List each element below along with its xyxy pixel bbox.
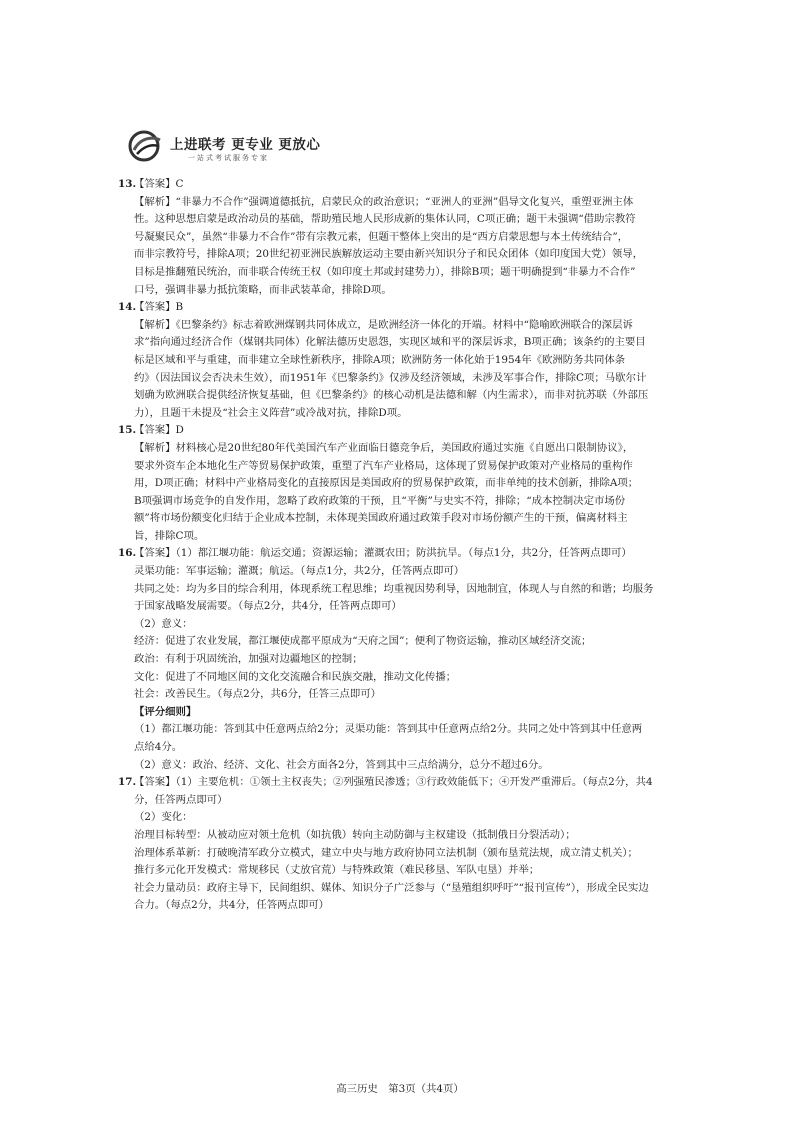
header: [128, 130, 428, 170]
scoring-rule-line: 点给4分。: [134, 741, 183, 753]
answer-line: 【答案】（1）都江堰功能：航运交通；资源运输；灌溉农田；防洪抗旱。（每点1分，共2分，任答两点即可）: [134, 547, 632, 560]
analysis-line: 标是区域和平与重建，而非建立全球性新秩序，排除A项；欧洲防务一体化始于1954年《欧洲防务共同体条: [134, 353, 626, 366]
answer-line: 社会：改善民生。（每点2分，共6分，任答三点即可）: [134, 688, 382, 701]
analysis-line: 力），且题干未提及“社会主义阵营”或冷战对抗，排除D项。: [134, 406, 408, 419]
answer-line: （2）变化：: [134, 811, 193, 824]
answer-line: 经济：促进了农业发展，都江堰使成都平原成为“天府之国”；便利了物资运输，推动区域经济交流；: [134, 635, 592, 648]
answer-line: 于国家战略发展需要。（每点2分，共4分，任答两点即可）: [134, 600, 402, 613]
analysis-line: 要求外资车企本地化生产等贸易保护政策，重塑了汽车产业格局，这体现了贸易保护政策对产业格局的重构作: [134, 459, 633, 472]
page-footer: 高三历史 第3页（共4页）: [336, 1083, 464, 1095]
analysis-line: 号凝聚民众”，虽然“非暴力不合作”带有宗教元素，但题干整体上突出的是“西方启蒙思想与本土传统结合”，: [134, 230, 629, 243]
analysis-line: B项强调市场竞争的自发作用，忽略了政府政策的干预，且“平衡”与史实不符，排除；“成本控制决定市场份: [134, 494, 626, 507]
analysis-line: 【解析】“非暴力不合作”强调道德抵抗，启蒙民众的政治意识；“亚洲人的亚洲”倡导文化复兴，重塑亚洲主体: [134, 195, 634, 208]
answer-line: 分，任答两点即可）: [134, 793, 228, 806]
question-14: [118, 299, 683, 422]
brand-logo-icon: [128, 130, 164, 162]
analysis-line: 用，D项正确；材料中产业格局变化的直接原因是美国政府的贸易保护政策，而非单纯的技术创新，排除A项；: [134, 477, 639, 490]
answer-line: 治理体系革新：打破晚清军政分立模式，建立中央与地方政府协同立法机制（颁布垦荒法规，成立清丈机关）；: [134, 846, 638, 859]
brand-slogan: 一站式考试服务专家: [188, 154, 269, 162]
question-15: [118, 422, 683, 545]
analysis-line: 【解析】材料核心是20世纪80年代美国汽车产业面临日德竞争后，美国政府通过实施《自愿出口限制协议》，: [134, 441, 634, 454]
answer-line: 【答案】（1）主要危机：①领土主权丧失；②列强殖民渗透；③行政效能低下；④开发严重滞后。（每点2分，共4: [134, 776, 653, 789]
analysis-line: 目标是推翻殖民统治，而非联合传统王权（如印度土邦或封建势力），排除B项；题干明确提到“非暴力不合作”: [134, 265, 636, 278]
answer-line: 灵渠功能：军事运输；灌溉；航运。（每点1分，共2分，任答两点即可）: [134, 565, 465, 578]
scoring-rule-line: （1）都江堰功能：答到其中任意两点给2分；灵渠功能：答到其中任意两点给2分。共同之处中答到其中任意两: [134, 723, 643, 736]
answer-line: 【答案】D: [134, 424, 184, 437]
answer-line: （2）意义：: [134, 617, 193, 630]
scoring-rule-line: （2）意义：政治、经济、文化、社会方面各2分，答到其中三点给满分，总分不超过6分。: [134, 758, 549, 771]
analysis-line: 划确为欧洲联合提供经济恢复基础，但《巴黎条约》的核心动机是法德和解（内生需求），而非对抗苏联（外部压: [134, 389, 649, 402]
answer-line: 合力。（每点2分，共4分，任答两点即可）: [134, 899, 330, 912]
answer-line: 治理目标转型：从被动应对领土危机（如抗俄）转向主动防御与主权建设（抵制俄日分裂活动）；: [134, 828, 576, 841]
answer-line: 共同之处：均为多目的综合利用，体现系统工程思维；均重视因势利导，因地制宜，体现人与自然的和谐；均服务: [134, 582, 654, 595]
answer-line: 【答案】C: [134, 178, 184, 190]
question-number: 14.: [118, 301, 137, 314]
analysis-line: 性。这种思想启蒙是政治动员的基础，帮助殖民地人民形成新的集体认同，C项正确；题干未强调“借助宗教符: [134, 213, 636, 226]
analysis-line: 【解析】《巴黎条约》标志着欧洲煤钢共同体成立，是欧洲经济一体化的开端。材料中“隐喻欧洲联合的深层诉: [134, 318, 633, 331]
answer-list: [118, 176, 683, 915]
question-16: [118, 545, 683, 774]
answer-line: 文化：促进了不同地区间的文化交流融合和民族交融，推动文化传播；: [134, 670, 457, 683]
answer-line: 推行多元化开发模式：常规移民（丈放官荒）与特殊政策（难民移垦、军队屯垦）并举；: [134, 864, 540, 877]
analysis-line: 额”将市场份额变化归结于企业成本控制，未体现美国政府通过政策手段对市场份额产生的干预，偏离材料主: [134, 512, 628, 525]
analysis-line: 求”指向通过经济合作（煤钢共同体）化解法德历史恩怨，实现区域和平的深层诉求，B项正确；该条约的主要目: [134, 336, 646, 349]
answer-line: 社会力量动员：政府主导下，民间组织、媒体、知识分子广泛参与（“垦殖组织呼吁”“报刊宣传”），形成全民实边: [134, 881, 649, 894]
question-number: 16.: [118, 547, 137, 560]
analysis-line: 口号，强调非暴力抵抗策略，而非武装革命，排除D项。: [134, 283, 392, 296]
analysis-line: 约》（因法国议会否决未生效），而1951年《巴黎条约》仅涉及经济领域，未涉及军事合作，排除C项；马歇尔计: [134, 371, 647, 384]
brand-name: 上进联考 更专业 更放心: [170, 137, 321, 153]
answer-line: 【答案】B: [134, 301, 184, 314]
scoring-rules-heading: 【评分细则】: [134, 705, 197, 718]
question-number: 15.: [118, 424, 137, 437]
question-13: [118, 176, 683, 299]
analysis-line: 旨，排除C项。: [134, 529, 205, 542]
analysis-line: 而非宗教符号，排除A项；20世纪初亚洲民族解放运动主要由新兴知识分子和民众团体（如印度国大党）领导，: [134, 248, 644, 261]
question-17: [118, 774, 683, 915]
question-number: 13.: [118, 178, 137, 190]
answer-line: 政治：有利于巩固统治，加强对边疆地区的控制；: [134, 653, 363, 666]
question-number: 17.: [118, 776, 137, 789]
